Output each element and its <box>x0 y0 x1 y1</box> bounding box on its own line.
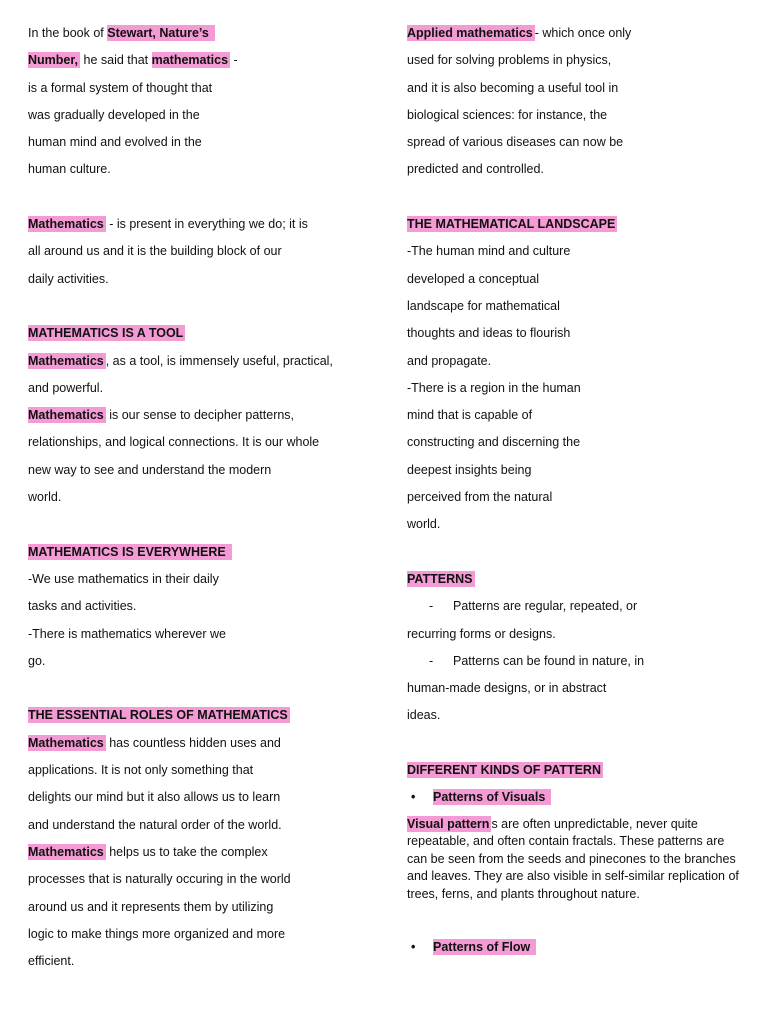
text-line <box>28 839 358 866</box>
bullet-text: Patterns can be found in nature, in <box>453 653 645 668</box>
text-line: -There is mathematics wherever we <box>28 626 226 641</box>
text-line: thoughts and ideas to flourish <box>407 326 571 341</box>
heading-highlight: THE ESSENTIAL ROLES OF MATHEMATICS <box>28 708 288 723</box>
text-line: mind that is capable of <box>407 408 533 423</box>
term-highlight: mathematics <box>151 53 229 68</box>
section-heading <box>28 539 358 566</box>
text-line: around us and it represents them by utilizing <box>28 899 274 914</box>
text-line: applications. It is not only something that <box>28 763 254 778</box>
left-column <box>28 20 358 975</box>
text-line: human culture. <box>28 162 111 177</box>
text-line: recurring forms or designs. <box>407 626 556 641</box>
text-line: landscape for mathematical <box>407 298 560 313</box>
text-line: and it is also becoming a useful tool in <box>407 80 619 95</box>
text-line: was gradually developed in the <box>28 107 200 122</box>
text-line: and propagate. <box>407 353 492 368</box>
bullet-item <box>407 593 747 620</box>
section-heading <box>28 702 358 729</box>
text-line: human-made designs, or in abstract <box>407 681 607 696</box>
term-highlight: Mathematics <box>28 353 104 368</box>
heading-highlight: THE MATHEMATICAL LANDSCAPE <box>407 217 616 232</box>
text-line: world. <box>28 490 62 505</box>
text-line: processes that is naturally occuring in the world <box>28 872 291 887</box>
text-line: tasks and activities. <box>28 599 137 614</box>
text-line: world. <box>407 517 441 532</box>
section-heading <box>407 566 747 593</box>
text-line: and powerful. <box>28 380 104 395</box>
intro-text: he said that <box>80 53 152 68</box>
text-line: is a formal system of thought that <box>28 80 213 95</box>
text-fragment: - is present in everything we do; it is <box>105 217 308 232</box>
text-line: go. <box>28 653 46 668</box>
book-title-highlight: Number, <box>28 53 79 68</box>
term-highlight: Mathematics <box>28 408 104 423</box>
dot-bullet-icon: • <box>411 940 416 955</box>
text-line: -The human mind and culture <box>407 244 571 259</box>
intro-text: In the book of <box>28 26 108 40</box>
text-line: -There is a region in the human <box>407 380 581 395</box>
section-heading <box>407 211 747 238</box>
text-line: human mind and evolved in the <box>28 135 202 150</box>
subheading-highlight: Patterns of Visuals <box>433 789 551 805</box>
bullet-text: Patterns are regular, repeated, or <box>453 599 638 614</box>
text-line <box>28 730 358 757</box>
bullet-item <box>407 934 747 961</box>
text-line: used for solving problems in physics, <box>407 53 612 68</box>
text-line: ideas. <box>407 708 441 723</box>
right-column <box>407 20 747 961</box>
text-line: developed a conceptual <box>407 271 540 286</box>
text-fragment: is our sense to decipher patterns, <box>105 408 295 423</box>
dot-bullet-icon: • <box>411 790 416 805</box>
text-line: relationships, and logical connections. It is our whole <box>28 435 320 450</box>
text-line: all around us and it is the building block of our <box>28 244 282 259</box>
term-highlight: Mathematics <box>28 735 104 750</box>
heading-highlight: DIFFERENT KINDS OF PATTERN <box>407 763 601 778</box>
term-highlight: Applied mathematics <box>407 26 533 40</box>
term-highlight: Mathematics <box>28 217 104 232</box>
intro-line <box>28 47 358 74</box>
text-line: perceived from the natural <box>407 490 553 505</box>
text-line: -We use mathematics in their daily <box>28 571 219 586</box>
dash-bullet-icon: - <box>429 653 434 668</box>
text-line: deepest insights being <box>407 462 532 477</box>
text-line <box>28 402 358 429</box>
text-line: predicted and controlled. <box>407 162 544 177</box>
text-fragment: , as a tool, is immensely useful, practical, <box>105 353 333 368</box>
term-highlight: Visual pattern <box>407 816 490 831</box>
text-line: new way to see and understand the modern <box>28 462 272 477</box>
text-line: logic to make things more organized and more <box>28 926 286 941</box>
text-line: daily activities. <box>28 271 109 286</box>
term-highlight: Mathematics <box>28 844 104 859</box>
text-line <box>28 211 358 238</box>
intro-text: - <box>230 53 238 68</box>
text-fragment: has countless hidden uses and <box>105 735 281 750</box>
text-line: spread of various diseases can now be <box>407 135 624 150</box>
text-line: delights our mind but it also allows us to learn <box>28 790 281 805</box>
text-line: constructing and discerning the <box>407 435 581 450</box>
text-line: and understand the natural order of the world. <box>28 817 282 832</box>
paragraph-text: s are often unpredictable, never quite repeatable, and often contain fractals. These patterns are can be seen from the seeds and pinecones to the branches and leaves. They are also visible in self-similar replication of trees, ferns, and plants throughout nature. <box>407 816 739 901</box>
heading-highlight: MATHEMATICS IS EVERYWHERE <box>28 544 232 560</box>
visual-patterns-paragraph <box>407 816 747 904</box>
text-line: efficient. <box>28 954 75 969</box>
text-line: biological sciences: for instance, the <box>407 107 608 122</box>
text-fragment: - which once only <box>534 26 632 40</box>
text-line <box>28 348 358 375</box>
bullet-item <box>407 784 747 811</box>
heading-highlight: MATHEMATICS IS A TOOL <box>28 326 184 341</box>
section-heading <box>28 320 358 347</box>
section-heading <box>407 757 747 784</box>
book-title-highlight: Stewart, Nature’s <box>107 25 215 41</box>
text-fragment: helps us to take the complex <box>105 844 268 859</box>
heading-highlight: PATTERNS <box>407 571 473 586</box>
text-line <box>407 20 747 47</box>
subheading-highlight: Patterns of Flow <box>433 939 536 955</box>
bullet-item <box>407 648 747 675</box>
intro-line <box>28 20 358 47</box>
dash-bullet-icon: - <box>429 599 434 614</box>
